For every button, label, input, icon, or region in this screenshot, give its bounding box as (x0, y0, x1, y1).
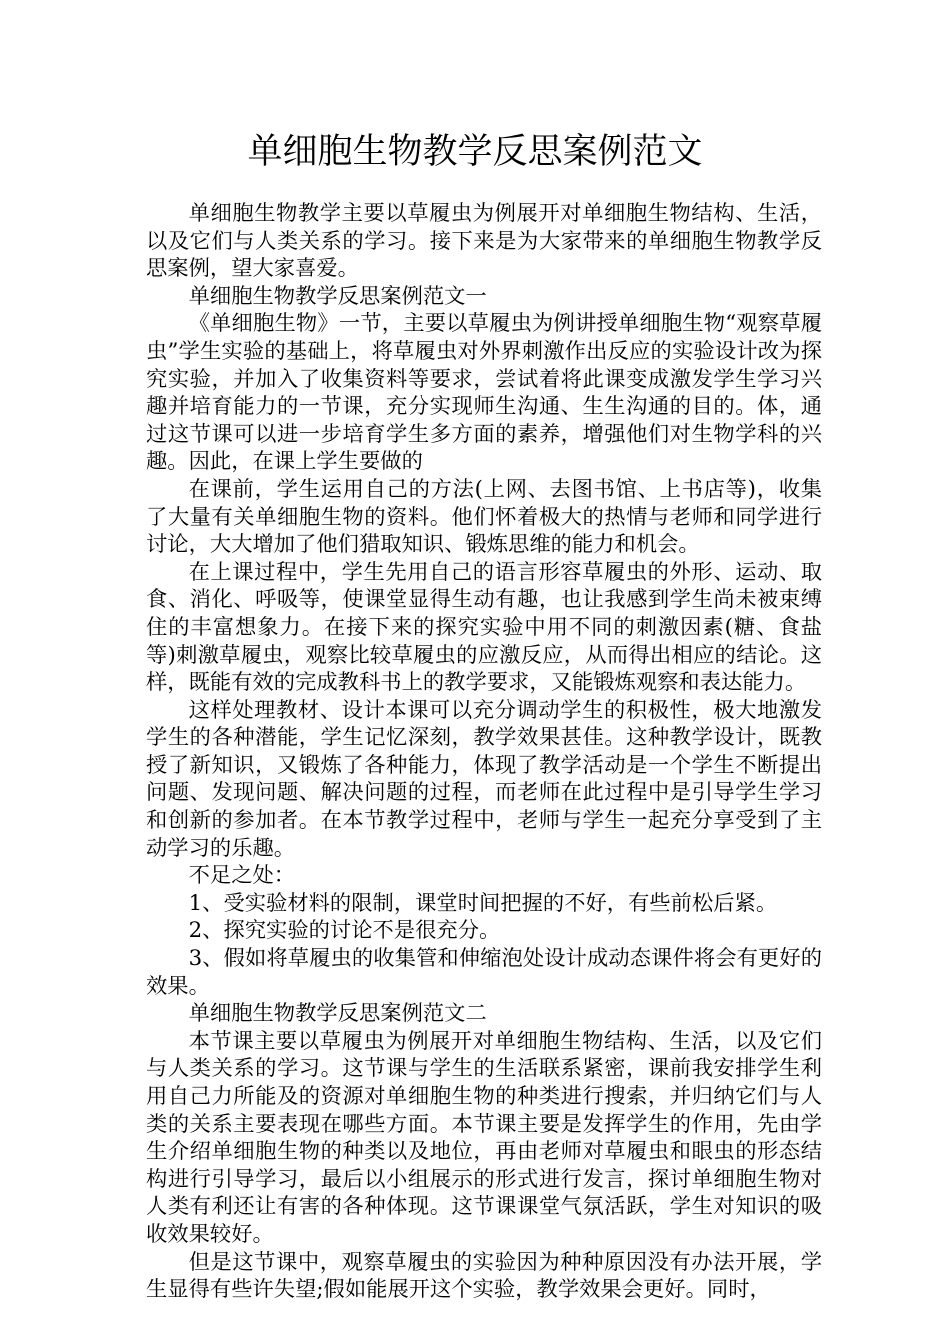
body-paragraph: 本节课主要以草履虫为例展开对单细胞生物结构、生活，以及它们与人类关系的学习。这节课与学生的生活联系紧密，课前我安排学生利用自己力所能及的资源对单细胞生物的种类进行搜索，并归纳它们与人类的关系主要表现在哪些方面。本节课主要是发挥学生的作用，先由学生介绍单细胞生物的种类以及地位，再由老师对草履虫和眼虫的形态结构进行引导学习，最后以小组展示的形式进行发言，探讨单细胞生物对人类有利还让有害的各种体现。这节课课堂气氛活跃，学生对知识的吸收效果较好。 (146, 1028, 822, 1247)
shortcomings-heading: 不足之处： (188, 863, 296, 889)
section-heading-example-one: 单细胞生物教学反思案例范文一 (188, 283, 487, 309)
body-paragraph: 这样处理教材、设计本课可以充分调动学生的积极性，极大地激发学生的各种潜能，学生记忆深刻，教学效果甚佳。这种教学设计，既教授了新知识，又锻炼了各种能力，体现了教学活动是一个学生不断提出问题、发现问题、解决问题的过程，而老师在此过程中是引导学生学习和创新的参加者。在本节教学过程中，老师与学生一起充分享受到了主动学习的乐趣。 (146, 697, 822, 861)
intro-paragraph: 单细胞生物教学主要以草履虫为例展开对单细胞生物结构、生活，以及它们与人类关系的学习。接下来是为大家带来的单细胞生物教学反思案例，望大家喜爱。 (146, 201, 822, 282)
shortcoming-item: 1、受实验材料的限制，课堂时间把握的不好，有些前松后紧。 (188, 890, 778, 916)
section-heading-example-two: 单细胞生物教学反思案例范文二 (188, 1001, 487, 1027)
body-paragraph: 《单细胞生物》一节，主要以草履虫为例讲授单细胞生物“观察草履虫”学生实验的基础上，将草履虫对外界刺激作出反应的实验设计改为探究实验，并加入了收集资料等要求，尝试着将此课变成激发学生学习兴趣并培育能力的一节课，充分实现师生沟通、生生沟通的目的。体，通过这节课可以进一步培育学生多方面的素养，增强他们对生物学科的兴趣。因此，在课上学生要做的 (146, 311, 822, 475)
body-paragraph: 在上课过程中，学生先用自己的语言形容草履虫的外形、运动、取食、消化、呼吸等，使课堂显得生动有趣，也让我感到学生尚未被束缚住的丰富想象力。在接下来的探究实验中用不同的刺激因素(糖、食盐等)刺激草履虫，观察比较草履虫的应激反应，从而得出相应的结论。这样，既能有效的完成教科书上的教学要求，又能锻炼观察和表达能力。 (146, 559, 822, 696)
body-paragraph: 但是这节课中，观察草履虫的实验因为种种原因没有办法开展，学生显得有些许失望;假如能展开这个实验，教学效果会更好。同时， (146, 1249, 822, 1303)
shortcoming-item: 3、假如将草履虫的收集管和伸缩泡处设计成动态课件将会有更好的效果。 (146, 946, 822, 999)
document-body (146, 200, 822, 1304)
body-paragraph: 在课前，学生运用自己的方法(上网、去图书馆、上书店等)，收集了大量有关单细胞生物的资料。他们怀着极大的热情与老师和同学进行讨论，大大增加了他们猎取知识、锻炼思维的能力和机会。 (146, 476, 822, 558)
shortcoming-item: 2、探究实验的讨论不是很充分。 (188, 918, 501, 944)
document-title: 单细胞生物教学反思案例范文 (247, 132, 703, 172)
